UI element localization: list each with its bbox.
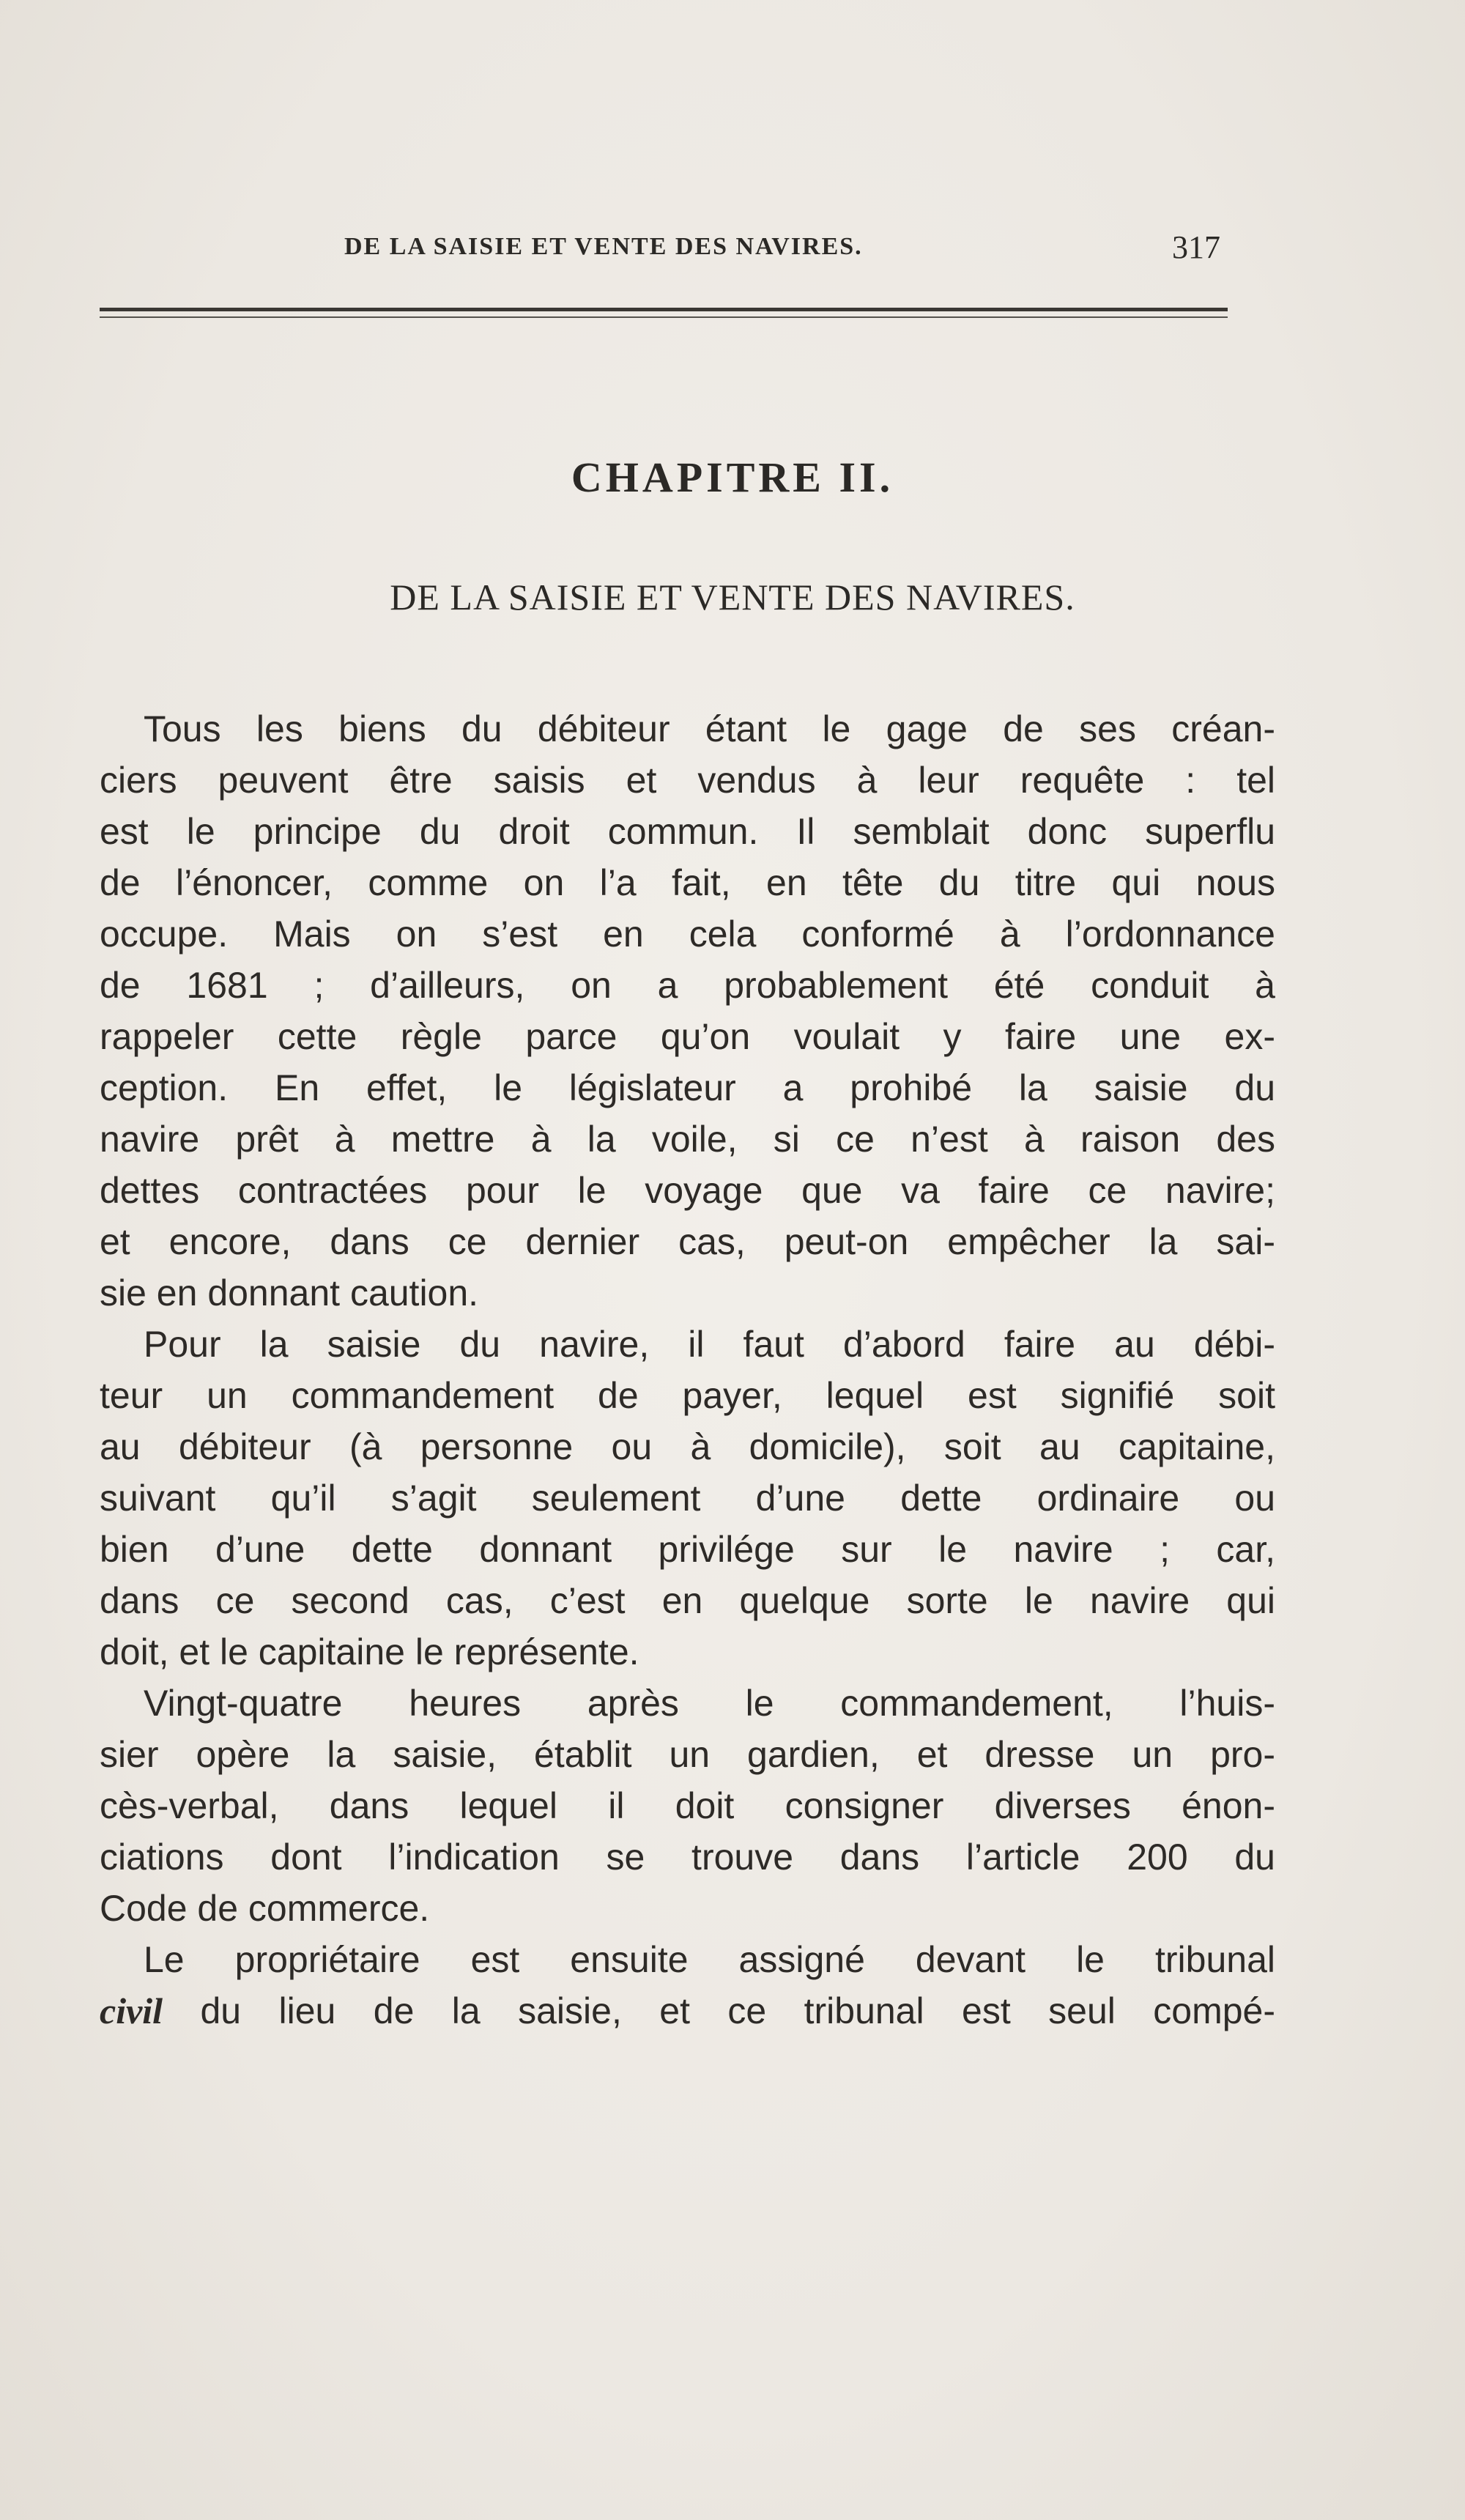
text-line: Code de commerce. [100, 1888, 430, 1929]
text-line: Pour la saisie du navire, il faut d’abord faire au débi- [144, 1324, 1275, 1365]
text-line: dans ce second cas, c’est en quelque sorte le navire qui [100, 1580, 1275, 1621]
text-line: Le propriétaire est ensuite assigné devant le tribunal [144, 1939, 1275, 1980]
text-line: suivant qu’il s’agit seulement d’une dette ordinaire ou [100, 1478, 1275, 1519]
text-line: sier opère la saisie, établit un gardien, et dresse un pro- [100, 1734, 1275, 1775]
text-line-rest: du lieu de la saisie, et ce tribunal est seul compé- [163, 1990, 1275, 2031]
text-line: est le principe du droit commun. Il semblait donc superflu [100, 811, 1275, 852]
header-rule-thin [100, 316, 1228, 318]
text-line: navire prêt à mettre à la voile, si ce n’est à raison des [100, 1119, 1275, 1160]
text-line: sie en donnant caution. [100, 1272, 479, 1313]
running-title: DE LA SAISIE ET VENTE DES NAVIRES. [344, 233, 863, 260]
text-line: cès-verbal, dans lequel il doit consigner diverses énon- [100, 1785, 1275, 1826]
text-line: Vingt-quatre heures après le commandement, l’huis- [144, 1683, 1275, 1724]
text-line-last [100, 1985, 1275, 2037]
chapter-title: CHAPITRE II. [571, 453, 894, 501]
page-number: 317 [1172, 229, 1220, 265]
text-line: ciations dont l’indication se trouve dans l’article 200 du [100, 1837, 1275, 1878]
text-line: et encore, dans ce dernier cas, peut-on empêcher la sai- [100, 1221, 1275, 1262]
text-line: au débiteur (à personne ou à domicile), soit au capitaine, [100, 1426, 1275, 1467]
text-line: teur un commandement de payer, lequel est signifié soit [100, 1375, 1275, 1416]
text-line: bien d’une dette donnant privilége sur le navire ; car, [100, 1529, 1275, 1570]
text-line: occupe. Mais on s’est en cela conformé à l’ordonnance [100, 914, 1275, 955]
text-line: Tous les biens du débiteur étant le gage de ses créan- [144, 708, 1275, 749]
text-line: dettes contractées pour le voyage que va faire ce navire; [100, 1170, 1275, 1211]
text-line: ciers peuvent être saisis et vendus à leur requête : tel [100, 760, 1275, 801]
text-line: rappeler cette règle parce qu’on voulait y faire une ex- [100, 1016, 1275, 1057]
running-head [0, 229, 1465, 277]
body-text [100, 703, 1275, 2037]
header-rule-thick [100, 308, 1228, 311]
text-line: ception. En effet, le législateur a prohibé la saisie du [100, 1067, 1275, 1108]
text-line: de 1681 ; d’ailleurs, on a probablement été conduit à [100, 965, 1275, 1006]
text-line: de l’énoncer, comme on l’a fait, en tête du titre qui nous [100, 862, 1275, 903]
text-line: doit, et le capitaine le représente. [100, 1631, 639, 1672]
italic-word: civil [100, 1990, 163, 2031]
chapter-subtitle: DE LA SAISIE ET VENTE DES NAVIRES. [390, 577, 1075, 618]
